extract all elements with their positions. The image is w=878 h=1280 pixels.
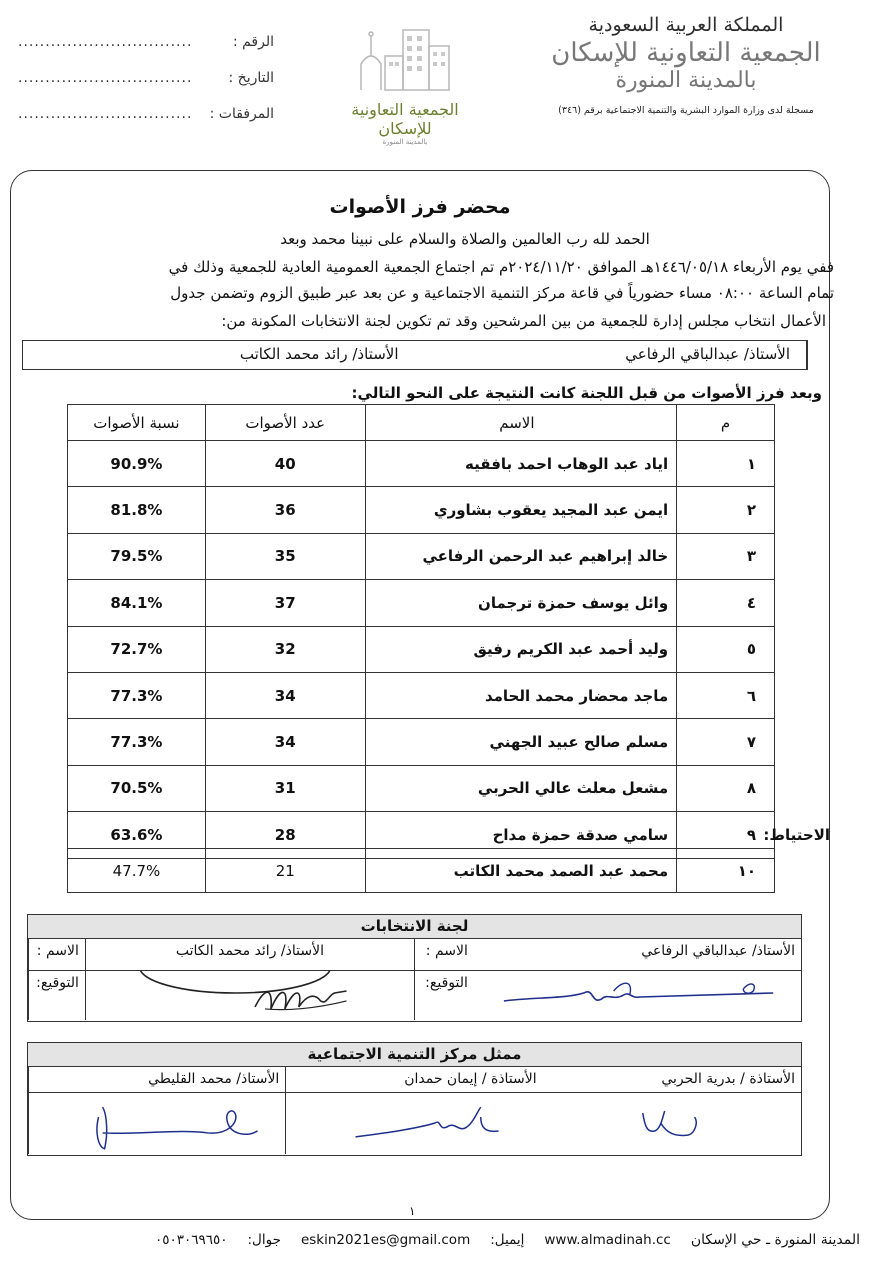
row-num: ٤	[677, 580, 775, 626]
social-center-names-row	[28, 1067, 801, 1093]
row-votes: 31	[205, 765, 365, 811]
reserve-votes: 21	[205, 849, 365, 893]
attachments-dots: ................................	[18, 106, 193, 122]
attachments-field	[18, 106, 274, 122]
paragraph-line-2: تمام الساعة ٠٨:٠٠ مساء حضورياً في قاعة مركز التنمية الاجتماعية و عن بعد عبر طبيق الزوم وتضمن جدول	[170, 284, 834, 302]
row-votes: 36	[205, 487, 365, 533]
greeting-line: الحمد لله رب العالمين والصلاة والسلام على نبينا محمد وبعد	[280, 230, 650, 248]
row-votes: 40	[205, 441, 365, 487]
row-votes: 35	[205, 533, 365, 579]
logo-title-line1: الجمعية التعاونية	[351, 100, 459, 119]
row-votes: 32	[205, 626, 365, 672]
table-row	[68, 626, 775, 672]
row-pct: 77.3%	[68, 672, 206, 718]
logo-title-line2: للإسكان	[378, 119, 432, 138]
results-table	[67, 404, 775, 859]
number-dots: ................................	[18, 34, 193, 50]
document-title: محضر فرز الأصوات	[329, 196, 511, 218]
row-pct: 77.3%	[68, 719, 206, 765]
footer	[40, 1232, 860, 1248]
signature-1-icon	[86, 971, 414, 1020]
social-signature-1-icon	[29, 1093, 285, 1154]
row-pct: 90.9%	[68, 441, 206, 487]
reserve-label: الاحتياط:	[763, 826, 830, 844]
kingdom-name: المملكة العربية السعودية	[588, 14, 784, 36]
social-center-box	[27, 1042, 802, 1156]
social-rep-1: الأستاذ/ محمد القليطي	[28, 1067, 285, 1092]
row-name: اياد عبد الوهاب احمد بافقيه	[365, 441, 677, 487]
row-pct: 79.5%	[68, 533, 206, 579]
reserve-num: ١٠	[677, 849, 775, 893]
social-signature-1	[28, 1093, 285, 1154]
signature-label-2: التوقيع:	[414, 971, 474, 1020]
reserve-table	[67, 848, 775, 893]
row-votes: 28	[205, 812, 365, 858]
social-center-title: ممثل مركز التنمية الاجتماعية	[28, 1043, 801, 1067]
table-row	[68, 672, 775, 718]
footer-email[interactable]: eskin2021es@gmail.com	[300, 1232, 471, 1248]
header-association-block	[526, 14, 846, 116]
social-signature-3	[543, 1093, 801, 1154]
committee-members-row	[22, 340, 808, 370]
page-number: ١	[409, 1204, 416, 1218]
row-num: ٥	[677, 626, 775, 672]
social-signature-2	[285, 1093, 542, 1154]
buildings-logo-icon	[345, 26, 465, 94]
row-name: خالد إبراهيم عبد الرحمن الرفاعي	[365, 533, 677, 579]
name-label-2: الاسم :	[414, 939, 474, 970]
date-label: التاريخ :	[228, 70, 274, 86]
header-name: الاسم	[365, 405, 677, 441]
row-num: ١	[677, 441, 775, 487]
number-field	[18, 34, 274, 50]
signature-2-icon	[474, 971, 801, 1020]
row-name: مشعل معلث عالي الحربي	[365, 765, 677, 811]
footer-phone: ٠٥٠٣٠٦٩٦٥٠	[154, 1232, 228, 1248]
row-pct: 70.5%	[68, 765, 206, 811]
footer-email-label: إيميل:	[490, 1232, 525, 1248]
association-logo	[338, 26, 472, 146]
row-name: ايمن عبد المجيد يعقوب بشاوري	[365, 487, 677, 533]
number-label: الرقم :	[232, 34, 274, 50]
social-center-signatures-row	[28, 1093, 801, 1154]
row-num: ٢	[677, 487, 775, 533]
row-name: ماجد محضار محمد الحامد	[365, 672, 677, 718]
row-num: ٣	[677, 533, 775, 579]
row-pct: 81.8%	[68, 487, 206, 533]
social-signature-2-icon	[286, 1093, 542, 1154]
table-row	[68, 441, 775, 487]
committee-signatures-row	[28, 971, 801, 1020]
row-pct: 84.1%	[68, 580, 206, 626]
row-votes: 34	[205, 719, 365, 765]
footer-website[interactable]: www.almadinah.cc	[544, 1232, 671, 1248]
election-committee-box	[27, 914, 802, 1022]
committee-names-row	[28, 939, 801, 971]
paragraph-line-3: الأعمال انتخاب مجلس إدارة للجمعية من بين المرشحين وقد تم تكوين لجنة الانتخابات المكونة من:	[221, 312, 826, 330]
row-name: مسلم صالح عبيد الجهني	[365, 719, 677, 765]
registration-line: مسجلة لدى وزارة الموارد البشرية والتنمية الاجتماعية برقم (٣٤٦)	[558, 105, 814, 116]
row-name: سامي صدقة حمزة مداح	[365, 812, 677, 858]
election-committee-title: لجنة الانتخابات	[28, 915, 801, 939]
header-votes: عدد الأصوات	[205, 405, 365, 441]
date-dots: ................................	[18, 70, 193, 86]
table-row	[68, 533, 775, 579]
logo-title-line3: بالمدينة المنورة	[382, 138, 428, 146]
date-field	[18, 70, 274, 86]
results-header-row	[68, 405, 775, 441]
reserve-name: محمد عبد الصمد محمد الكاتب	[365, 849, 677, 893]
row-pct: 72.7%	[68, 626, 206, 672]
row-name: وائل يوسف حمزة ترجمان	[365, 580, 677, 626]
signature-1	[85, 971, 414, 1020]
header-num: م	[677, 405, 775, 441]
row-num: ٨	[677, 765, 775, 811]
header-pct: نسبة الأصوات	[68, 405, 206, 441]
row-votes: 37	[205, 580, 365, 626]
signature-label-1: التوقيع:	[28, 971, 85, 1020]
association-city: بالمدينة المنورة	[615, 68, 757, 93]
committee-name-2: الأستاذ/ عبدالباقي الرفاعي	[641, 943, 795, 959]
reserve-row	[68, 849, 775, 893]
reserve-pct: 47.7%	[68, 849, 206, 893]
row-num: ٩	[677, 812, 775, 858]
name-label-1: الاسم :	[28, 939, 85, 970]
association-name: الجمعية التعاونية للإسكان	[551, 38, 821, 68]
footer-address: المدينة المنورة ـ حي الإسكان	[690, 1232, 860, 1248]
committee-name-1: الأستاذ/ رائد محمد الكاتب	[85, 939, 414, 970]
results-intro: وبعد فرز الأصوات من قبل اللجنة كانت النتيجة على النحو التالي:	[351, 384, 822, 402]
footer-phone-label: جوال:	[247, 1232, 281, 1248]
attachments-label: المرفقات :	[209, 106, 274, 122]
social-signature-3-icon	[543, 1093, 801, 1154]
table-row	[68, 580, 775, 626]
signature-2	[474, 971, 801, 1020]
row-pct: 63.6%	[68, 812, 206, 858]
committee-member-2: الأستاذ/ عبدالباقي الرفاعي	[415, 341, 808, 369]
row-votes: 34	[205, 672, 365, 718]
paragraph-line-1: ففي يوم الأربعاء ١٤٤٦/٠٥/١٨هـ الموافق ٢٠٢٤/١١/٢٠م تم اجتماع الجمعية العمومية العادية للجمعية وذلك في	[168, 258, 834, 276]
committee-member-1: الأستاذ/ رائد محمد الكاتب	[239, 345, 399, 363]
row-num: ٧	[677, 719, 775, 765]
social-rep-3: الأستاذة / بدرية الحربي	[661, 1071, 795, 1087]
table-row	[68, 719, 775, 765]
table-row	[68, 765, 775, 811]
row-num: ٦	[677, 672, 775, 718]
social-rep-2: الأستاذة / إيمان حمدان	[285, 1067, 542, 1092]
row-name: وليد أحمد عبد الكريم رفيق	[365, 626, 677, 672]
table-row	[68, 487, 775, 533]
